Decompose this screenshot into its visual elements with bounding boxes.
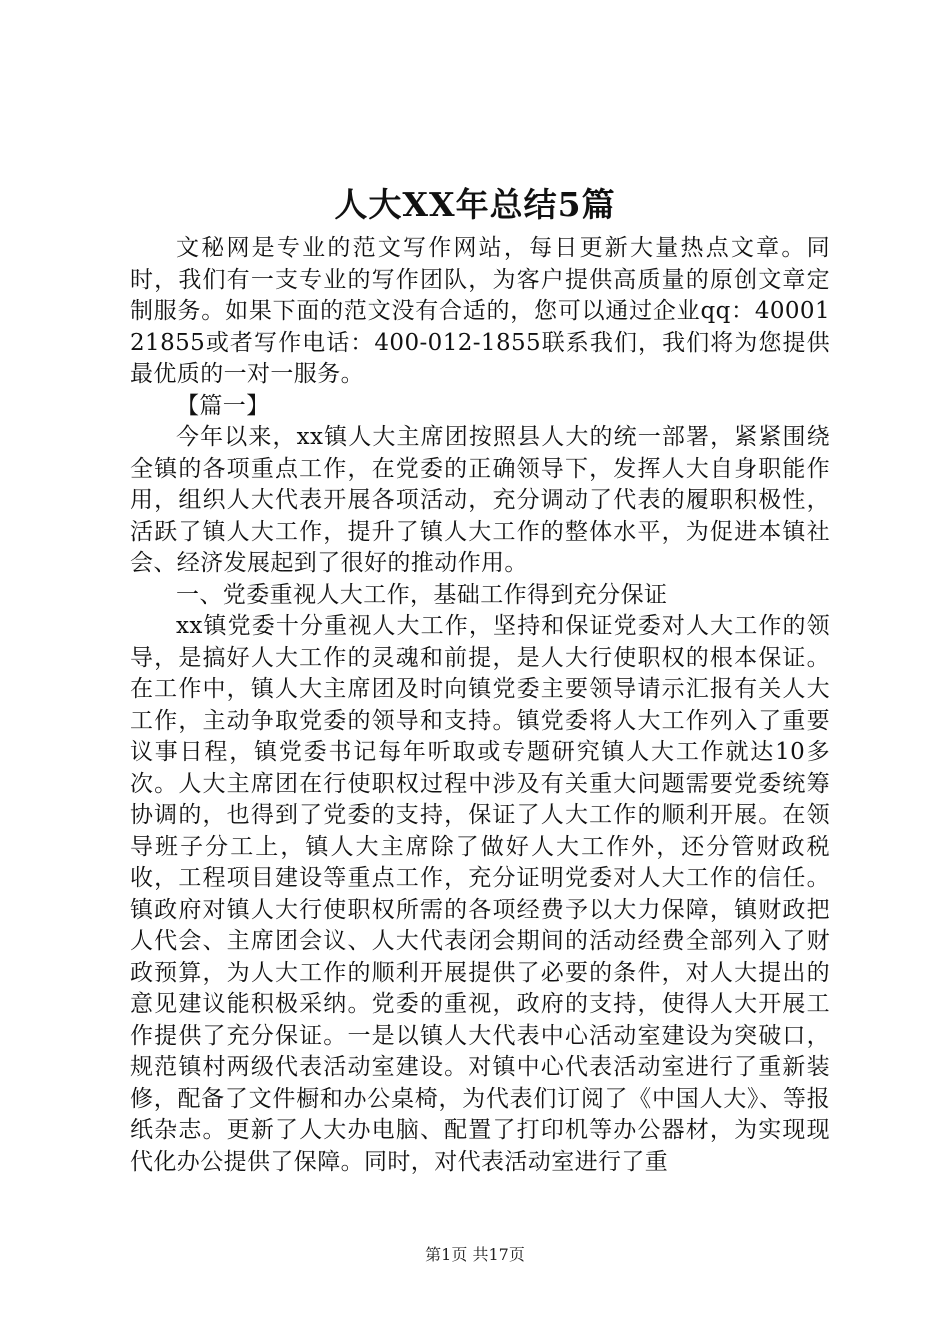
page-footer bbox=[0, 1244, 950, 1266]
document-body bbox=[130, 233, 830, 1178]
body-paragraph: 今年以来，xx镇人大主席团按照县人大的统一部署，紧紧围绕全镇的各项重点工作，在党委的正确领导下，发挥人大自身职能作用，组织人大代表开展各项活动，充分调动了代表的履职积极性，活跃了镇人大工作，提升了镇人大工作的整体水平，为促进本镇社会、经济发展起到了很好的推动作用。 bbox=[130, 424, 830, 576]
intro-paragraph: 文秘网是专业的范文写作网站，每日更新大量热点文章。同时，我们有一支专业的写作团队，为客户提供高质量的原创文章定制服务。如果下面的范文没有合适的，您可以通过企业qq：4000121855或者写作电话：400-012-1855联系我们，我们将为您提供最优质的一对一服务。 bbox=[130, 235, 830, 387]
page-number: 第1页 bbox=[425, 1245, 468, 1264]
body-paragraph: xx镇党委十分重视人大工作，坚持和保证党委对人大工作的领导，是搞好人大工作的灵魂和前提，是人大行使职权的根本保证。在工作中，镇人大主席团及时向镇党委主要领导请示汇报有关人大工作，主动争取党委的领导和支持。镇党委将人大工作列入了重要议事日程，镇党委书记每年听取或专题研究镇人大工作就达10多次。人大主席团在行使职权过程中涉及有关重大问题需要党委统筹协调的，也得到了党委的支持，保证了人大工作的顺利开展。在领导班子分工上，镇人大主席除了做好人大工作外，还分管财政税收，工程项目建设等重点工作，充分证明党委对人大工作的信任。镇政府对镇人大行使职权所需的各项经费予以大力保障，镇财政把人代会、主席团会议、人大代表闭会期间的活动经费全部列入了财政预算，为人大工作的顺利开展提供了必要的条件，对人大提出的意见建议能积极采纳。党委的重视，政府的支持，使得人大开展工作提供了充分保证。一是以镇人大代表中心活动室建设为突破口，规范镇村两级代表活动室建设。对镇中心代表活动室进行了重新装修，配备了文件橱和办公桌椅，为代表们订阅了《中国人大》、等报纸杂志。更新了人大办电脑、配置了打印机等办公器材，为实现现代化办公提供了保障。同时，对代表活动室进行了重 bbox=[130, 613, 830, 1175]
subsection-heading: 一、党委重视人大工作，基础工作得到充分保证 bbox=[176, 581, 668, 608]
document-title: 人大XX年总结5篇 bbox=[334, 185, 616, 224]
section-heading: 【篇一】 bbox=[176, 392, 270, 419]
page-total: 共17页 bbox=[472, 1245, 525, 1264]
